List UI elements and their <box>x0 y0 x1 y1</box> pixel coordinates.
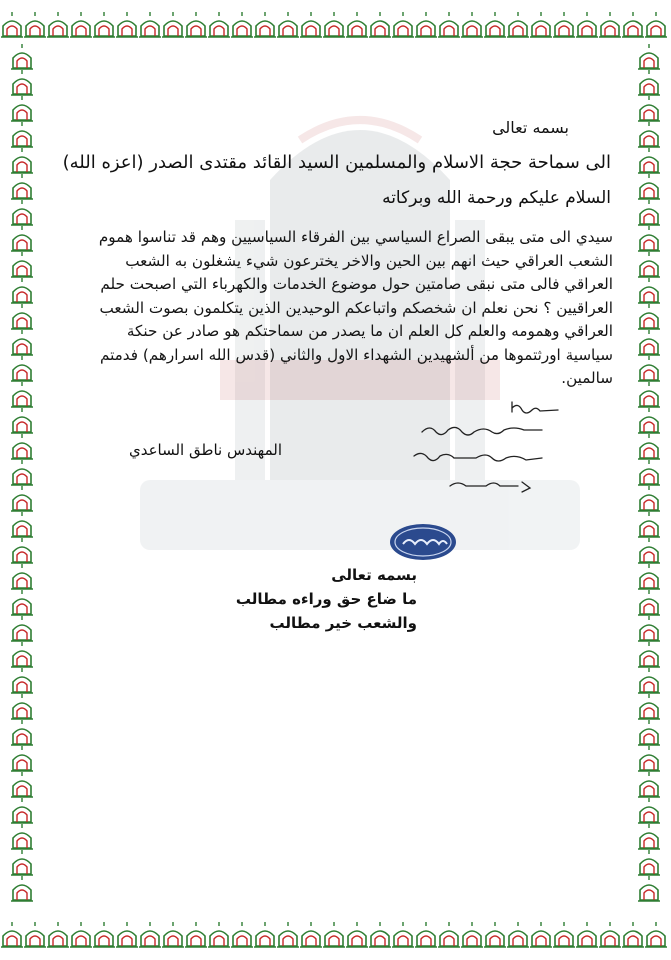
letter-page <box>44 48 627 908</box>
border-left <box>0 0 44 960</box>
official-stamp <box>387 522 459 562</box>
letter-addressee: الى سماحة حجة الاسلام والمسلمين السيد القائد مقتدى الصدر (اعزه الله) <box>62 152 611 173</box>
handwritten-signature <box>362 396 582 516</box>
letter-basmala: بسمه تعالى <box>492 118 569 137</box>
border-bottom <box>0 908 671 960</box>
reply-line-3: والشعب خير مطالب <box>269 614 417 632</box>
letter-greeting: السلام عليكم ورحمة الله وبركاته <box>382 188 611 208</box>
reply-basmala: بسمه تعالى <box>331 566 417 584</box>
reply-line-2: ما ضاع حق وراءه مطالب <box>235 590 417 608</box>
border-top <box>0 0 671 48</box>
letter-sender: المهندس ناطق الساعدي <box>128 441 282 459</box>
letter-body: سيدي الى متى يبقى الصراع السياسي بين الفرقاء السياسيين وهم قد تناسوا هموم الشعب العراقي حيث انهم بين الحين والاخر يخترعون شيء يشغلون به الشعب العراقي فالى متى نبقى صامتين حول موضوع الخدمات والكهرباء التي اصبحت حلم العراقيين ؟ نحن نعلم ان شخصكم واتباعكم الوحيدين الذين يتكلمون بصوت الشعب العراقي وهمومه والعلم كل العلم ان ما يصدر من سماحتكم هو صادر عن حنكة سياسية اورثتموها من ألشهيدين الشهداء الاول والثاني (قدس الله اسرارهم) فدمتم سالمين. <box>98 228 613 387</box>
